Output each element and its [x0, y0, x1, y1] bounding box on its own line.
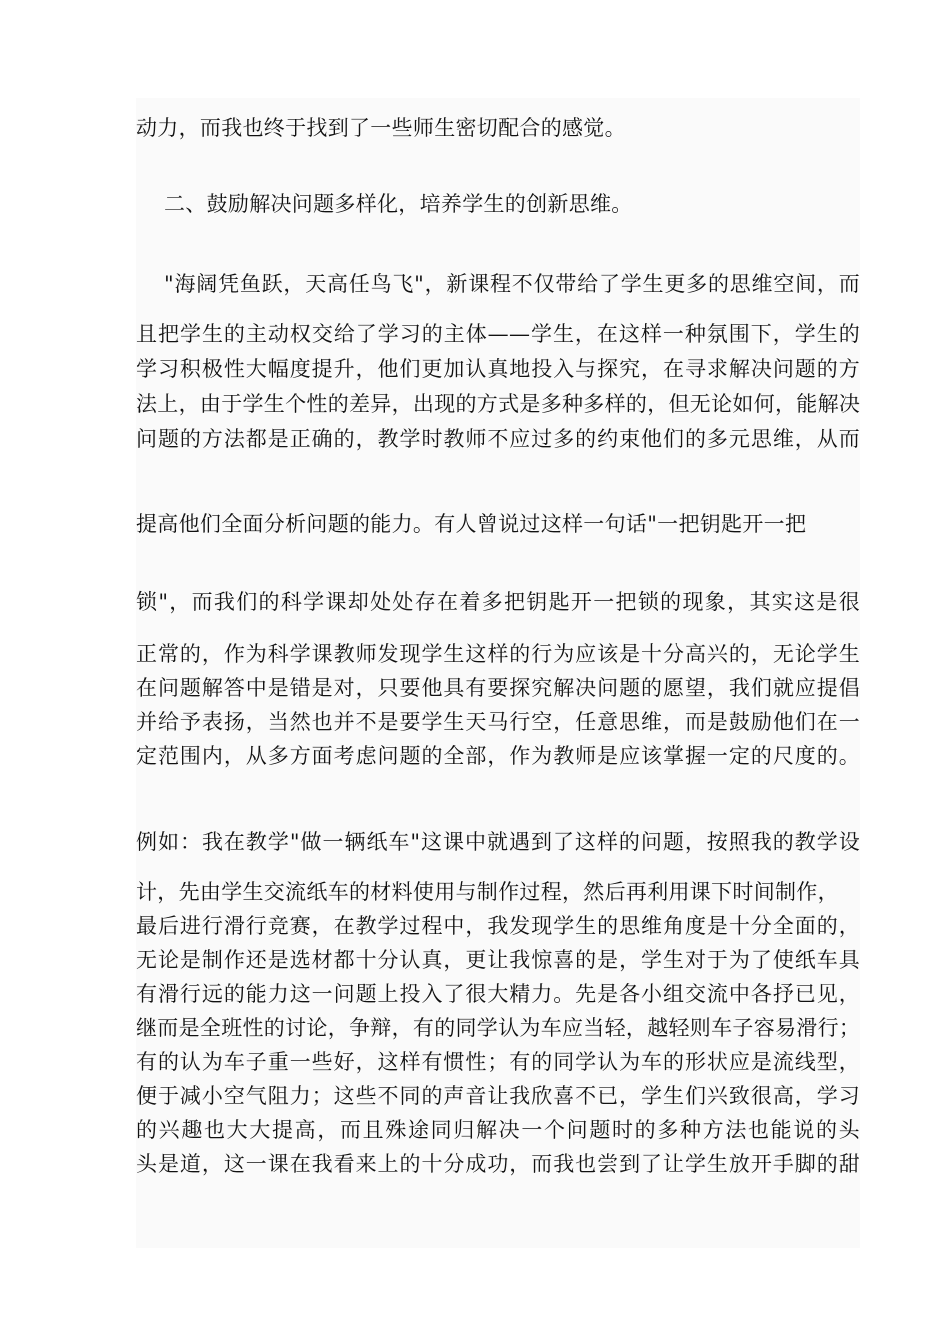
text-line: 便于减小空气阻力；这些不同的声音让我欣喜不已，学生们兴致很高，学习 — [136, 1084, 860, 1108]
section-heading: 二、鼓励解决问题多样化，培养学生的创新思维。 — [164, 192, 633, 216]
text-line: 学习积极性大幅度提升，他们更加认真地投入与探究，在寻求解决问题的方 — [136, 357, 860, 381]
text-line: 计，先由学生交流纸车的材料使用与制作过程，然后再利用课下时间制作， — [136, 880, 839, 904]
text-line: 且把学生的主动权交给了学习的主体——学生，在这样一种氛围下，学生的 — [136, 322, 860, 346]
text-line: 法上，由于学生个性的差异，出现的方式是多种多样的，但无论如何，能解决 — [136, 392, 860, 416]
text-line: 锁"，而我们的科学课却处处存在着多把钥匙开一把锁的现象，其实这是很 — [136, 590, 860, 614]
text-line: 的兴趣也大大提高，而且殊途同归解决一个问题时的多种方法也能说的头 — [136, 1118, 860, 1142]
text-line: 例如：我在教学"做一辆纸车"这课中就遇到了这样的问题，按照我的教学设 — [136, 830, 860, 854]
text-line: 无论是制作还是选材都十分认真，更让我惊喜的是，学生对于为了使纸车具 — [136, 948, 860, 972]
text-line: 有滑行远的能力这一问题上投入了很大精力。先是各小组交流中各抒已见， — [136, 982, 860, 1006]
text-line: 继而是全班性的讨论，争辩，有的同学认为车应当轻，越轻则车子容易滑行； — [136, 1016, 860, 1040]
text-line: 有的认为车子重一些好，这样有惯性；有的同学认为车的形状应是流线型， — [136, 1050, 860, 1074]
text-line: "海阔凭鱼跃，天高任鸟飞"，新课程不仅带给了学生更多的思维空间，而 — [164, 272, 860, 296]
text-line: 在问题解答中是错是对，只要他具有要探究解决问题的愿望，我们就应提倡 — [136, 676, 860, 700]
text-line: 定范围内，从多方面考虑问题的全部，作为教师是应该掌握一定的尺度的。 — [136, 744, 860, 768]
text-line: 最后进行滑行竞赛，在教学过程中，我发现学生的思维角度是十分全面的， — [136, 914, 860, 938]
text-line: 并给予表扬，当然也并不是要学生天马行空，任意思维，而是鼓励他们在一 — [136, 710, 860, 734]
text-line: 问题的方法都是正确的，教学时教师不应过多的约束他们的多元思维，从而 — [136, 427, 860, 451]
text-line: 头是道，这一课在我看来上的十分成功，而我也尝到了让学生放开手脚的甜 — [136, 1152, 860, 1176]
text-line: 提高他们全面分析问题的能力。有人曾说过这样一句话"一把钥匙开一把 — [136, 512, 807, 536]
text-line: 正常的，作为科学课教师发现学生这样的行为应该是十分高兴的，无论学生 — [136, 642, 860, 666]
text-line: 动力，而我也终于找到了一些师生密切配合的感觉。 — [136, 116, 626, 140]
